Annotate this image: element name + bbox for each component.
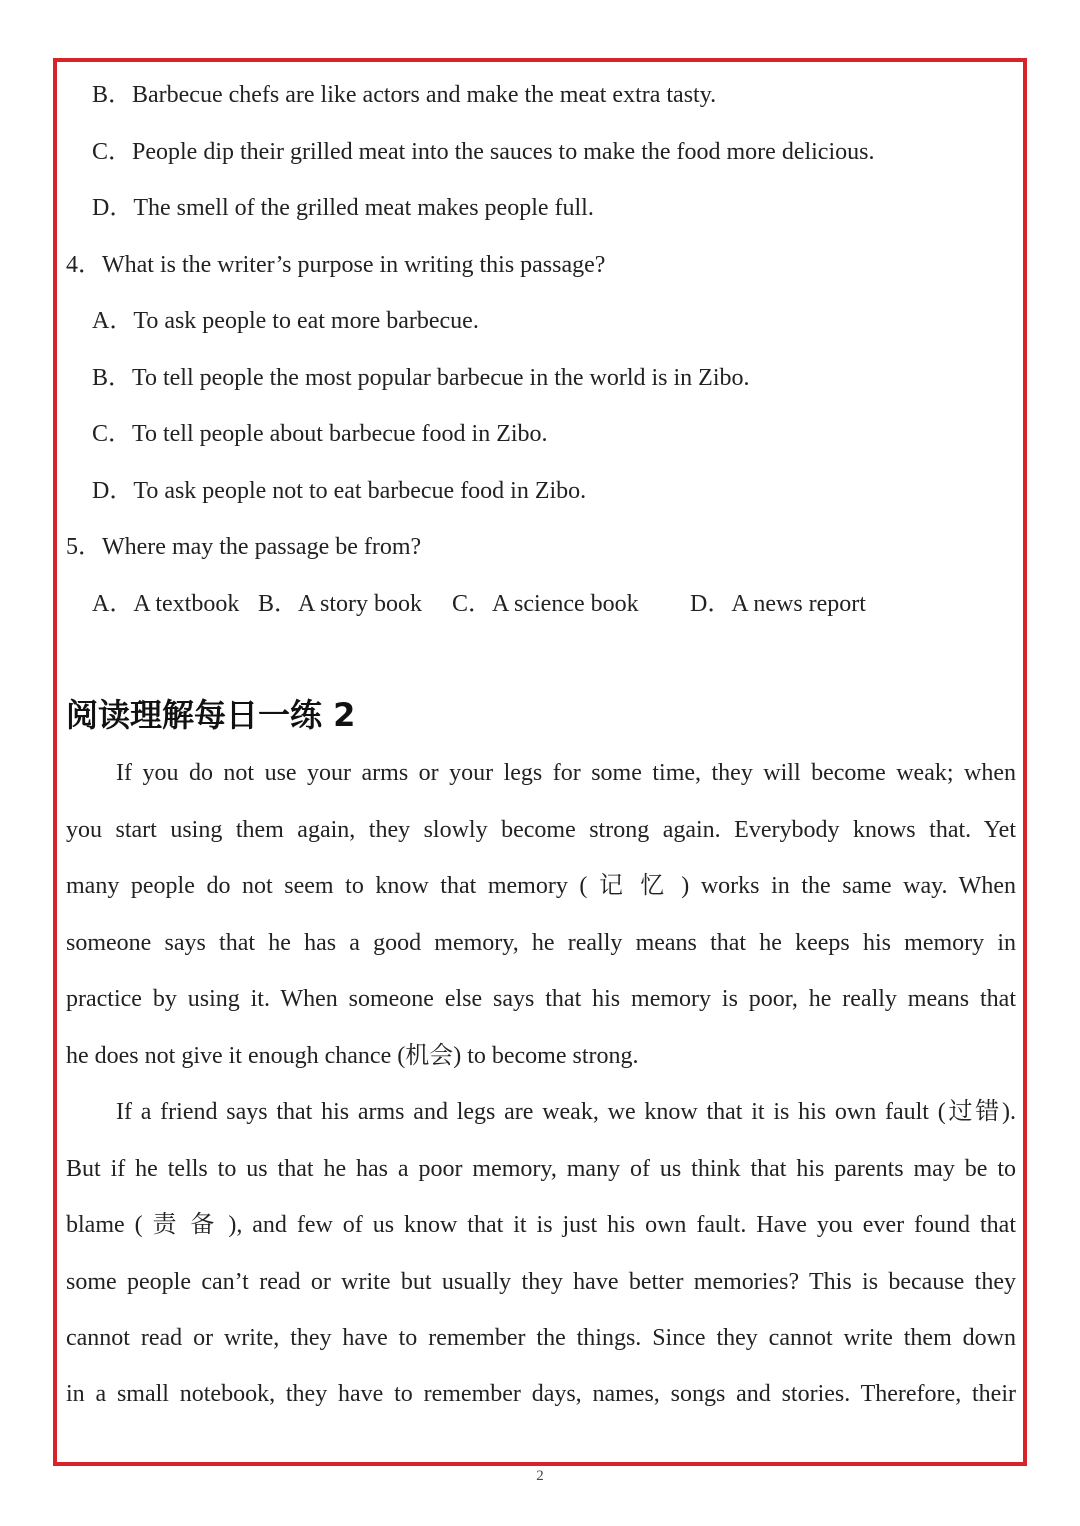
q4-question: 4．What is the writer’s purpose in writing this passage?	[66, 252, 606, 278]
q5-question: 5．Where may the passage be from?	[66, 534, 422, 560]
q5-option-d: D．A news report	[690, 591, 866, 617]
q5-option-b: B．A story book	[258, 591, 423, 617]
passage-line: practice by using it. When someone else says that his memory is poor, he really means that	[66, 986, 1016, 1012]
q5-option-c: C．A science book	[452, 591, 639, 617]
page-number: 2	[536, 1468, 544, 1484]
q3-option-b: B．Barbecue chefs are like actors and make the meat extra tasty.	[92, 82, 717, 108]
q3-option-d: D．The smell of the grilled meat makes people full.	[92, 195, 594, 221]
passage-line: If a friend says that his arms and legs are weak, we know that it is his own fault (过错).	[116, 1099, 1016, 1125]
q4-option-d: D．To ask people not to eat barbecue food in Zibo.	[92, 478, 587, 504]
passage-line: some people can’t read or write but usually they have better memories? This is because they	[66, 1269, 1016, 1295]
q3-option-c: C．People dip their grilled meat into the sauces to make the food more delicious.	[92, 139, 875, 165]
passage-line: in a small notebook, they have to remember days, names, songs and stories. Therefore, their	[66, 1381, 1016, 1407]
q4-option-a: A．To ask people to eat more barbecue.	[92, 308, 479, 334]
passage-line: someone says that he has a good memory, he really means that he keeps his memory in	[66, 930, 1016, 956]
section-title: 阅读理解每日一练 2	[66, 696, 356, 734]
passage-line: But if he tells to us that he has a poor memory, many of us think that his parents may be to	[66, 1156, 1016, 1182]
passage-line: he does not give it enough chance (机会) to become strong.	[66, 1043, 639, 1069]
q5-options	[92, 589, 866, 619]
passage-line: If you do not use your arms or your legs for some time, they will become weak; when	[116, 760, 1016, 786]
q5-option-a: A．A textbook	[92, 591, 240, 617]
passage-line: blame ( 责 备 ), and few of us know that it is just his own fault. Have you ever found that	[66, 1212, 1016, 1238]
passage-line: cannot read or write, they have to remember the things. Since they cannot write them down	[66, 1325, 1016, 1351]
q4-option-c: C．To tell people about barbecue food in Zibo.	[92, 421, 548, 447]
q4-option-b: B．To tell people the most popular barbecue in the world is in Zibo.	[92, 365, 750, 391]
passage-line: you start using them again, they slowly become strong again. Everybody knows that. Yet	[66, 817, 1016, 843]
passage-line: many people do not seem to know that memory ( 记 忆 ) works in the same way. When	[66, 873, 1016, 899]
